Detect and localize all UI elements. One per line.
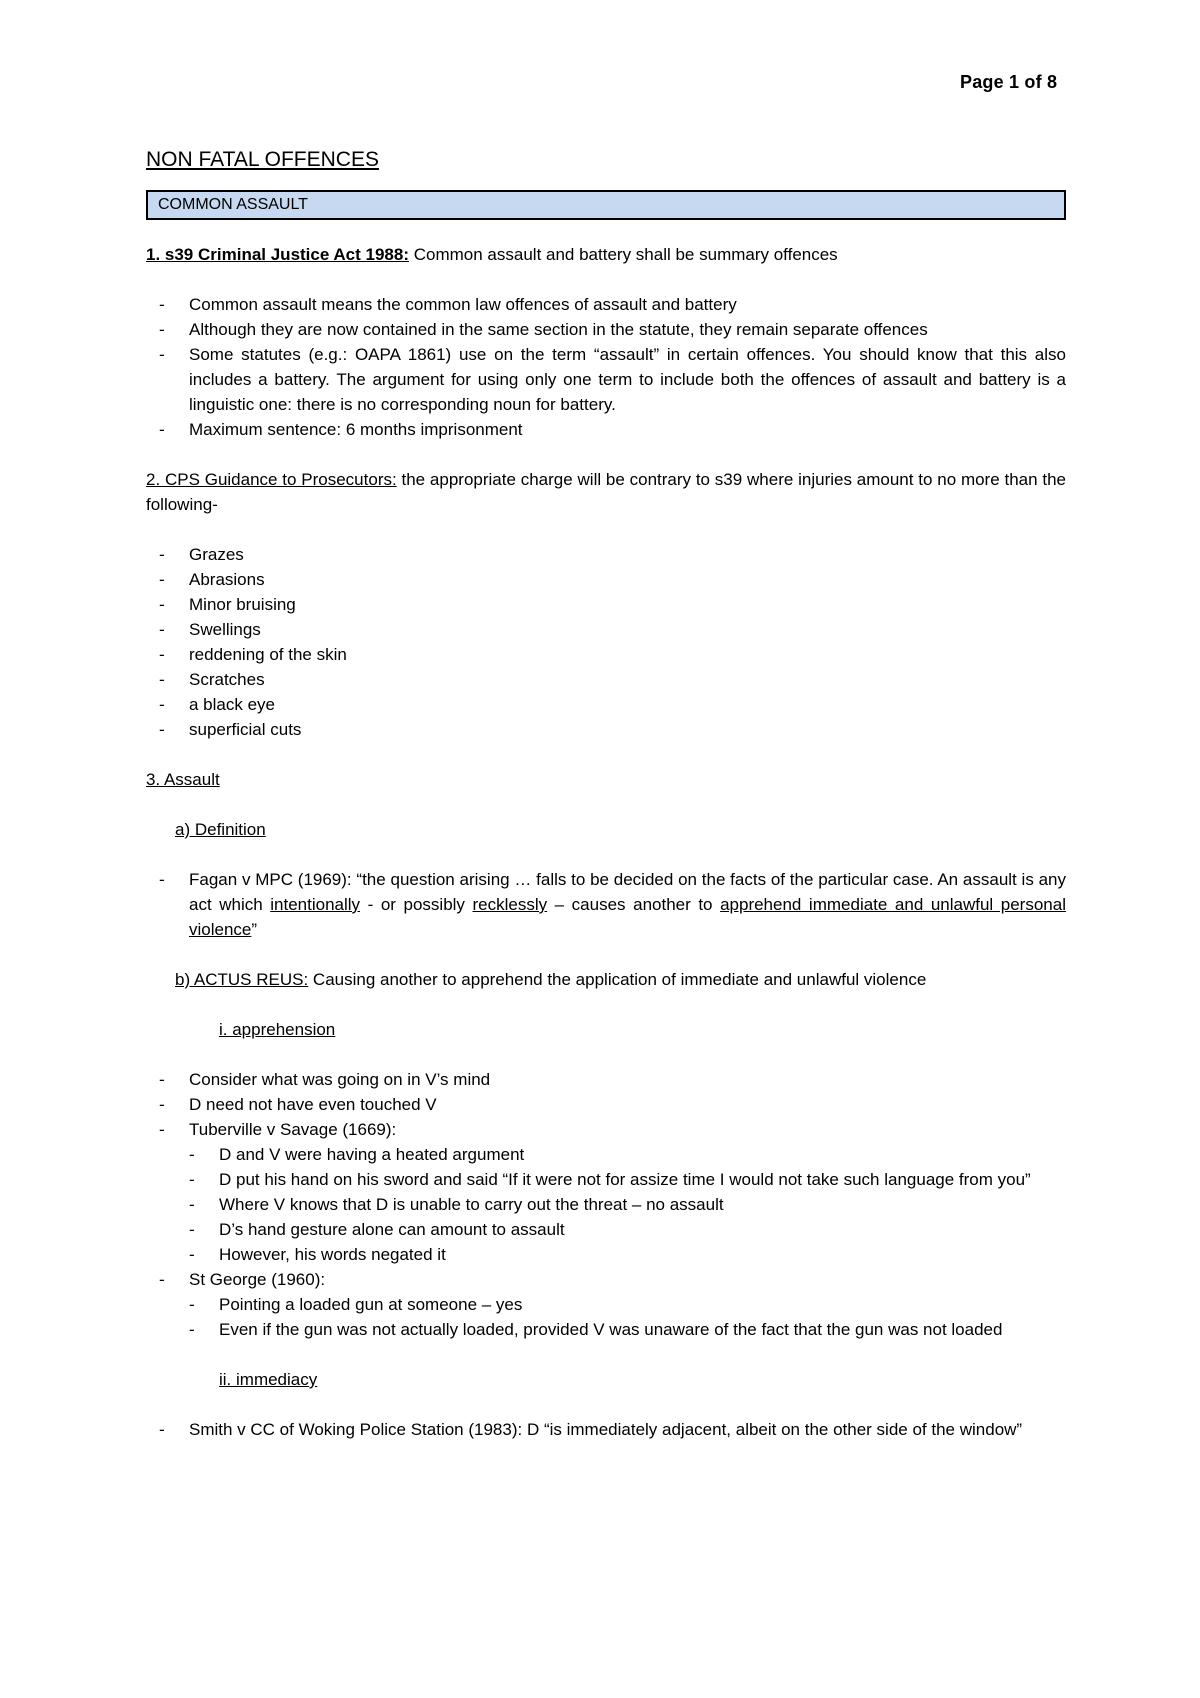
- list-item: - Where V knows that D is unable to carry out the threat – no assault: [189, 1192, 1066, 1217]
- list-item: - However, his words negated it: [189, 1242, 1066, 1267]
- list-item: - a black eye: [146, 692, 1066, 717]
- fagan-quote-3: – causes another to: [547, 895, 721, 914]
- immediacy-list: [146, 1417, 1066, 1442]
- list-item: - Even if the gun was not actually loaded, provided V was unaware of the fact that the gun was not loaded: [189, 1317, 1066, 1342]
- tuberville-points: [189, 1142, 1066, 1267]
- fagan-quote-1: “the question arising … falls to be decided on the facts of the particular case. An assault is any act which: [189, 870, 1066, 914]
- fagan-word-intentionally: intentionally: [270, 895, 361, 914]
- immediacy-label: ii. immediacy: [219, 1370, 318, 1389]
- definition-label: a) Definition: [175, 820, 266, 839]
- cps-paragraph: [146, 467, 1066, 517]
- list-item: - Maximum sentence: 6 months imprisonment: [146, 417, 1066, 442]
- actus-reus-paragraph: [175, 967, 1066, 992]
- list-item: - D and V were having a heated argument: [189, 1142, 1066, 1167]
- cps-text: the appropriate charge will be contrary to s39 where injuries amount to no more than the following-: [146, 470, 1066, 514]
- s39-text: Common assault and battery shall be summary offences: [409, 245, 838, 264]
- definition-heading: [175, 817, 1066, 842]
- list-item: - Common assault means the common law offences of assault and battery: [146, 292, 1066, 317]
- section-heading: COMMON ASSAULT: [158, 196, 308, 213]
- list-item: - Pointing a loaded gun at someone – yes: [189, 1292, 1066, 1317]
- cps-label: 2. CPS Guidance to Prosecutors:: [146, 470, 397, 489]
- fagan-word-apprehend: apprehend immediate and unlawful personal violence: [189, 895, 1066, 939]
- list-item: - Minor bruising: [146, 592, 1066, 617]
- list-item: - reddening of the skin: [146, 642, 1066, 667]
- list-item: - Consider what was going on in V’s mind: [146, 1067, 1066, 1092]
- document-body: [146, 148, 1066, 1467]
- actus-reus-text: Causing another to apprehend the application of immediate and unlawful violence: [308, 970, 927, 989]
- list-item: - D put his hand on his sword and said “If it were not for assize time I would not take such language from you”: [189, 1167, 1066, 1192]
- injury-list: [146, 542, 1066, 742]
- st-george-case-name: St George (1960):: [189, 1270, 326, 1289]
- actus-reus-label: b) ACTUS REUS:: [175, 970, 309, 989]
- list-item: - Swellings: [146, 617, 1066, 642]
- list-item: - Abrasions: [146, 567, 1066, 592]
- fagan-list: [146, 867, 1066, 942]
- fagan-quote-4: ”: [251, 920, 258, 939]
- list-item: - D need not have even touched V: [146, 1092, 1066, 1117]
- st-george-case: [146, 1267, 1066, 1342]
- list-item: - Scratches: [146, 667, 1066, 692]
- fagan-word-recklessly: recklessly: [472, 895, 548, 914]
- tuberville-case-name: Tuberville v Savage (1669):: [189, 1120, 397, 1139]
- apprehension-label: i. apprehension: [219, 1020, 336, 1039]
- list-item: - superficial cuts: [146, 717, 1066, 742]
- tuberville-case: [146, 1117, 1066, 1267]
- fagan-case-name: Fagan v MPC (1969):: [189, 870, 352, 889]
- fagan-case: [146, 867, 1066, 942]
- st-george-points: [189, 1292, 1066, 1342]
- s39-bullets: [146, 292, 1066, 442]
- section-heading-box: [146, 190, 1066, 220]
- list-item: - Some statutes (e.g.: OAPA 1861) use on the term “assault” in certain offences. You should know that this also includes a battery. The argument for using only one term to include both the offences of assault and battery is a linguistic one: there is no corresponding noun for battery.: [146, 342, 1066, 417]
- s39-label: 1. s39 Criminal Justice Act 1988:: [146, 245, 410, 264]
- page-number: Page 1 of 8: [960, 72, 1058, 92]
- apprehension-list: [146, 1067, 1066, 1342]
- s39-paragraph: [146, 242, 1066, 267]
- list-item: - Grazes: [146, 542, 1066, 567]
- assault-label: 3. Assault: [146, 770, 220, 789]
- apprehension-heading: [219, 1017, 1066, 1042]
- immediacy-heading: [219, 1367, 1066, 1392]
- fagan-quote-2: - or possibly: [360, 895, 473, 914]
- document-title: NON FATAL OFFENCES: [146, 148, 379, 171]
- assault-heading: [146, 767, 1066, 792]
- smith-case: - Smith v CC of Woking Police Station (1983): D “is immediately adjacent, albeit on the other side of the window”: [146, 1417, 1066, 1442]
- list-item: - Although they are now contained in the same section in the statute, they remain separate offences: [146, 317, 1066, 342]
- list-item: - D’s hand gesture alone can amount to assault: [189, 1217, 1066, 1242]
